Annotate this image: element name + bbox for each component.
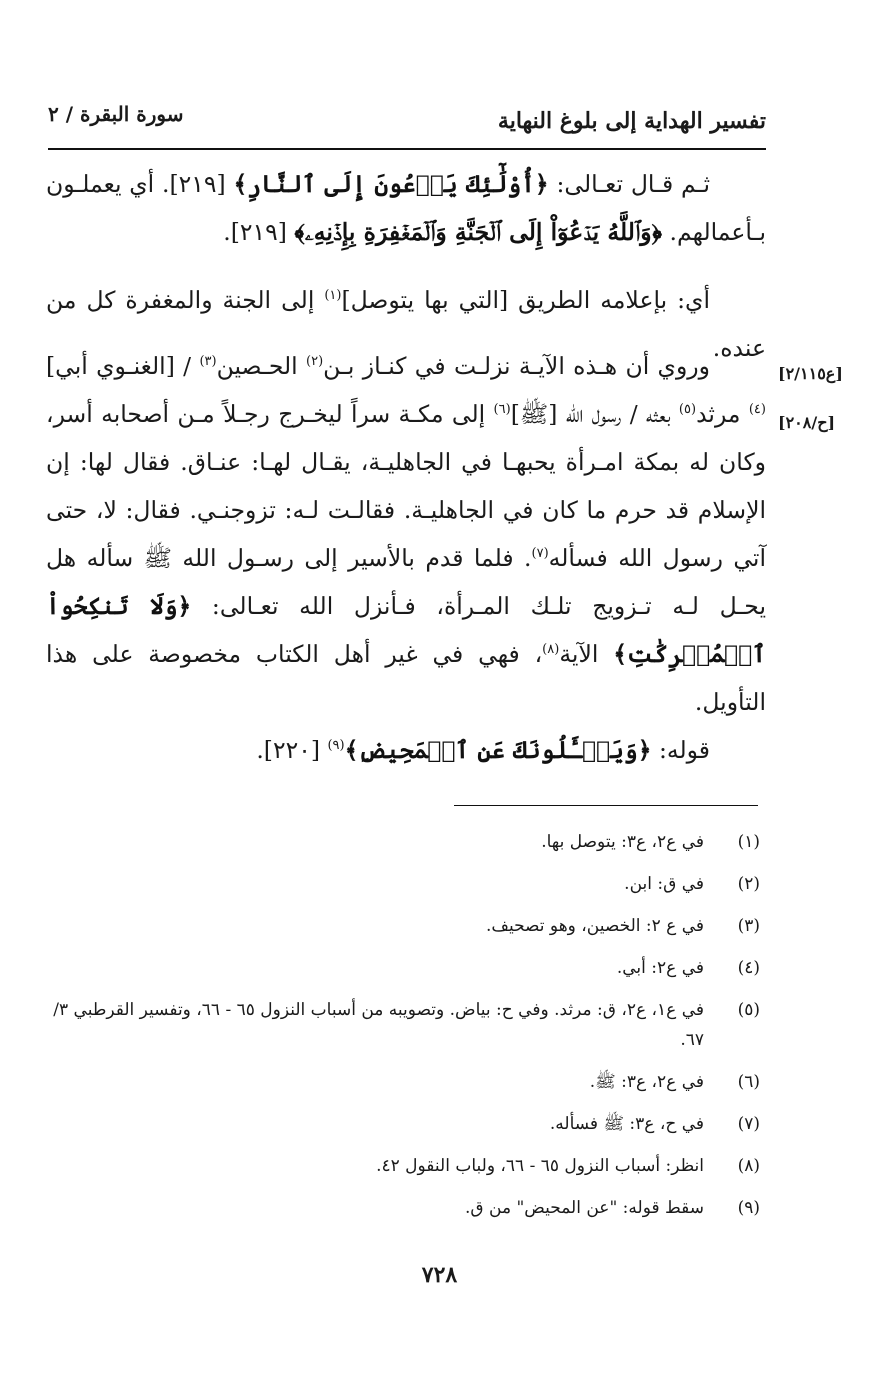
footnote-number: (٢): [737, 874, 760, 894]
quran-verse: ﴿وَلَا تَنكِحُواْ ٱلۡمُشۡرِكَٰتِ﴾: [46, 592, 766, 668]
footnote-text: في ق: ابن.: [624, 874, 704, 894]
footnote-ref: (٩): [327, 738, 345, 754]
text-run: ثـم قـال تعـالى:: [548, 170, 711, 198]
text-run: [٢١٩].: [223, 218, 295, 246]
footnote-text: في ح، ع٣: ﷺ فسأله.: [549, 1114, 704, 1134]
footnote-text: في ع ٢: الخصين، وهو تصحيف.: [485, 916, 704, 936]
footnote: [46, 1072, 760, 1092]
footnote-number: (٣): [737, 916, 760, 936]
text-run: . فلما قدم بالأسير إلى رسـول الله ﷺ سأله هل يحـل لـه تـزويج تلـك المـرأة، فـأنزل الله تعـالى:: [46, 544, 766, 620]
footnote-ref: (٨): [542, 642, 560, 658]
footnote: [46, 916, 760, 936]
paragraph: [46, 160, 766, 256]
footnote-ref: (٣): [199, 354, 217, 370]
paragraph: [46, 726, 766, 774]
quran-verse: ﴿وَٱللَّهُ يَدۡعُوٓاْ إِلَى ٱلۡجَنَّةِ وَٱلۡمَغۡفِرَةِ بِإِذۡنِهِۦ﴾: [294, 218, 663, 246]
footnote-text: في ع٢، ع٣: يتوصل بها.: [541, 832, 704, 852]
footnote-number: (٥): [737, 1000, 760, 1020]
text-run: الآية: [559, 640, 614, 668]
text-run: / [الغنـوي أبي]: [46, 352, 200, 380]
text-run: الحـصين: [216, 352, 307, 380]
margin-reference: [ع٢/١١٥]: [778, 364, 843, 383]
text-run: مرثد: [696, 400, 749, 428]
footnote: [46, 995, 760, 1055]
text-run: إلى مكـة سراً ليخـرج رجـلاً مـن أصحابه أسر، وكان له بمكة امـرأة يحبهـا في الجاهليـة، يقـال لهـا: عنـاق. فقال لها: إن الإسلام قد حرم ما كان في الجاهليـة. فقالـت لـه: تزوجنـي. فقال: لا، حتى آتي رسول الله فسأله: [46, 400, 766, 572]
footnote-ref: (٦): [493, 402, 511, 418]
footnote-ref: (٧): [531, 546, 549, 562]
quran-verse: ﴿وَيَسۡـَٔلُونَكَ عَنِ ٱلۡمَحِيضِ﴾: [344, 736, 652, 764]
text-run: إلى الجنة والمغفرة كل من عنده.: [46, 286, 766, 362]
text-run: وروي أن هـذه الآيـة نزلـت في كنـاز بـن: [323, 352, 710, 380]
footnote-text: في ع٢: أبي.: [616, 958, 704, 978]
paragraph: [46, 276, 766, 362]
footnote: [46, 1156, 760, 1176]
footnote-number: (٧): [737, 1114, 760, 1134]
footnote-number: (٨): [737, 1156, 760, 1176]
running-header: [48, 98, 766, 142]
footnote: [46, 832, 760, 852]
text-run: [٢١٩]. أي يعملـون بـأعمالهم.: [46, 170, 766, 246]
main-text: [46, 160, 766, 774]
footnote-text: في ع٢، ع٣: ﷺ.: [589, 1072, 704, 1092]
footnote-ref: (٢): [306, 354, 324, 370]
footnote: [46, 1198, 760, 1218]
footnote: [46, 1114, 760, 1134]
paragraph: [46, 342, 766, 726]
footnote-number: (٤): [737, 958, 760, 978]
book-title: تفسير الهداية إلى بلوغ النهاية: [497, 108, 766, 134]
footnote: [46, 874, 760, 894]
text-run: ، فهي في غير أهل الكتاب مخصوصة على هذا التأويل.: [46, 640, 766, 716]
header-rule: [48, 148, 766, 150]
footnote-ref: (٥): [678, 402, 697, 418]
text-run: قوله:: [651, 736, 710, 764]
footnote-text: سقط قوله: "عن المحيض" من ق.: [465, 1198, 704, 1218]
text-run: بعثه / رسول الله [ﷺ]: [510, 400, 679, 428]
quran-verse: ﴿أُوْلَٰٓئِكَ يَدۡعُونَ إِلَى ٱلنَّارِ﴾: [233, 170, 549, 198]
footnote-separator: [454, 805, 758, 806]
footnote: [46, 958, 760, 978]
footnote-number: (١): [737, 832, 760, 852]
footnote-number: (٦): [737, 1072, 760, 1092]
text-run: [٢٢٠].: [256, 736, 328, 764]
surah-title: سورة البقرة / ٢: [48, 102, 184, 126]
footnote-text: في ع١، ع٢، ق: مرثد. وفي ح: بياض. وتصويبه من أسباب النزول ٦٥ - ٦٦، وتفسير القرطبي ٣/ ٦٧.: [53, 1000, 704, 1050]
footnote-ref: (٤): [748, 402, 766, 418]
margin-reference: [ح/٢٠٨]: [778, 413, 836, 432]
text-run: أي: بإعلامه الطريق [التي بها يتوصل]: [341, 286, 710, 314]
page-number: ٧٢٨: [421, 1262, 458, 1288]
footnotes: [46, 832, 760, 1240]
footnote-text: انظر: أسباب النزول ٦٥ - ٦٦، ولباب النقول ٤٢.: [376, 1156, 704, 1176]
footnote-ref: (١): [324, 288, 342, 304]
footnote-number: (٩): [737, 1198, 760, 1218]
